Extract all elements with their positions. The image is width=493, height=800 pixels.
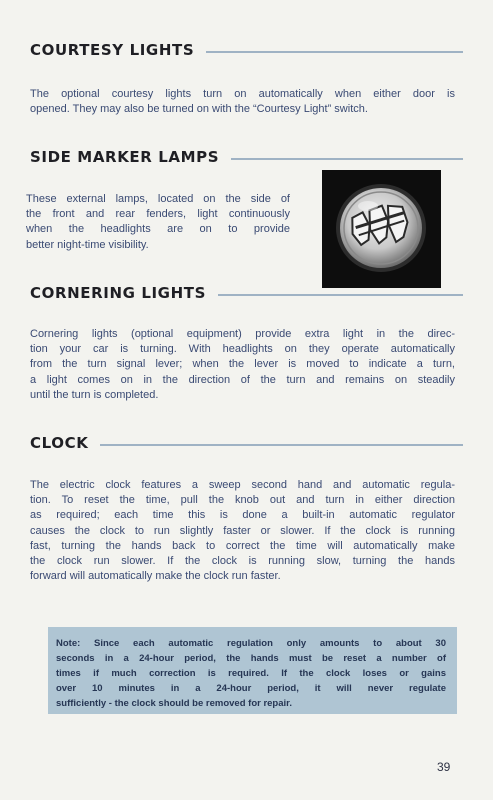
heading-text: CORNERING LIGHTS: [30, 284, 206, 302]
text-line: forward will automatically make the clock run faster.: [30, 570, 281, 583]
text-line: until the turn is completed.: [30, 388, 159, 401]
side-marker-lamps-text: [26, 192, 290, 253]
page-number: 39: [437, 760, 451, 774]
text-line: causes the clock to run slightly faster or slower. If the clock is running: [30, 524, 455, 537]
buick-tri-shield-emblem-icon: [322, 170, 441, 288]
text-line: opened. They may also be turned on with the “Courtesy Light” switch.: [30, 103, 368, 116]
note-line: sufficiently - the clock should be removed for repair.: [56, 698, 292, 709]
note-box: [48, 627, 457, 714]
cornering-lights-heading: [30, 284, 463, 302]
note-line: times if much correction is required. If the clock loses or gains: [56, 668, 446, 679]
text-line: the clock run slower. If the clock is running slow, turning the hands: [30, 555, 455, 568]
text-line: a light comes on in the direction of the turn and remains on steadily: [30, 373, 455, 386]
text-line: tion. To reset the time, pull the knob out and turn in either direction: [30, 494, 455, 507]
note-line: over 10 minutes in a 24-hour period, it will never regulate: [56, 683, 446, 694]
clock-heading: [30, 434, 463, 452]
heading-text: CLOCK: [30, 434, 89, 452]
heading-rule: [218, 294, 463, 296]
text-line: when the headlights are on to provide: [26, 223, 290, 236]
note-text: [56, 636, 446, 711]
side-marker-lamps-heading: [30, 148, 463, 166]
heading-rule: [206, 51, 463, 53]
text-line: the front and rear fenders, light continuously: [26, 208, 290, 221]
cornering-lights-text: [30, 327, 455, 403]
text-line: The optional courtesy lights turn on automatically when either door is: [30, 88, 455, 100]
note-line: seconds in a 24-hour period, the hands must be reset a number of: [56, 653, 446, 664]
side-marker-lamp-photo: [322, 170, 441, 288]
heading-text: SIDE MARKER LAMPS: [30, 148, 220, 166]
courtesy-lights-heading: [30, 41, 463, 59]
text-line: tion your car is turning. With headlights on they operate automatically: [30, 343, 455, 356]
clock-text: [30, 478, 455, 584]
text-line: These external lamps, located on the side of: [26, 193, 290, 205]
note-line: Note: Since each automatic regulation only amounts to about 30: [56, 638, 446, 649]
text-line: fast, turning the hands back to correct the time will automatically make: [30, 539, 455, 552]
heading-rule: [231, 158, 463, 160]
text-line: better night-time visibility.: [26, 238, 149, 251]
text-line: from the turn signal lever; when the lever is moved to indicate a turn,: [30, 358, 455, 371]
text-line: as required; each time this is done a built-in automatic regulator: [30, 509, 455, 522]
text-line: The electric clock features a sweep second hand and automatic regula-: [30, 479, 455, 491]
courtesy-lights-text: [30, 87, 455, 117]
heading-rule: [100, 444, 463, 446]
text-line: Cornering lights (optional equipment) provide extra light in the direc-: [30, 328, 455, 340]
heading-text: COURTESY LIGHTS: [30, 41, 195, 59]
